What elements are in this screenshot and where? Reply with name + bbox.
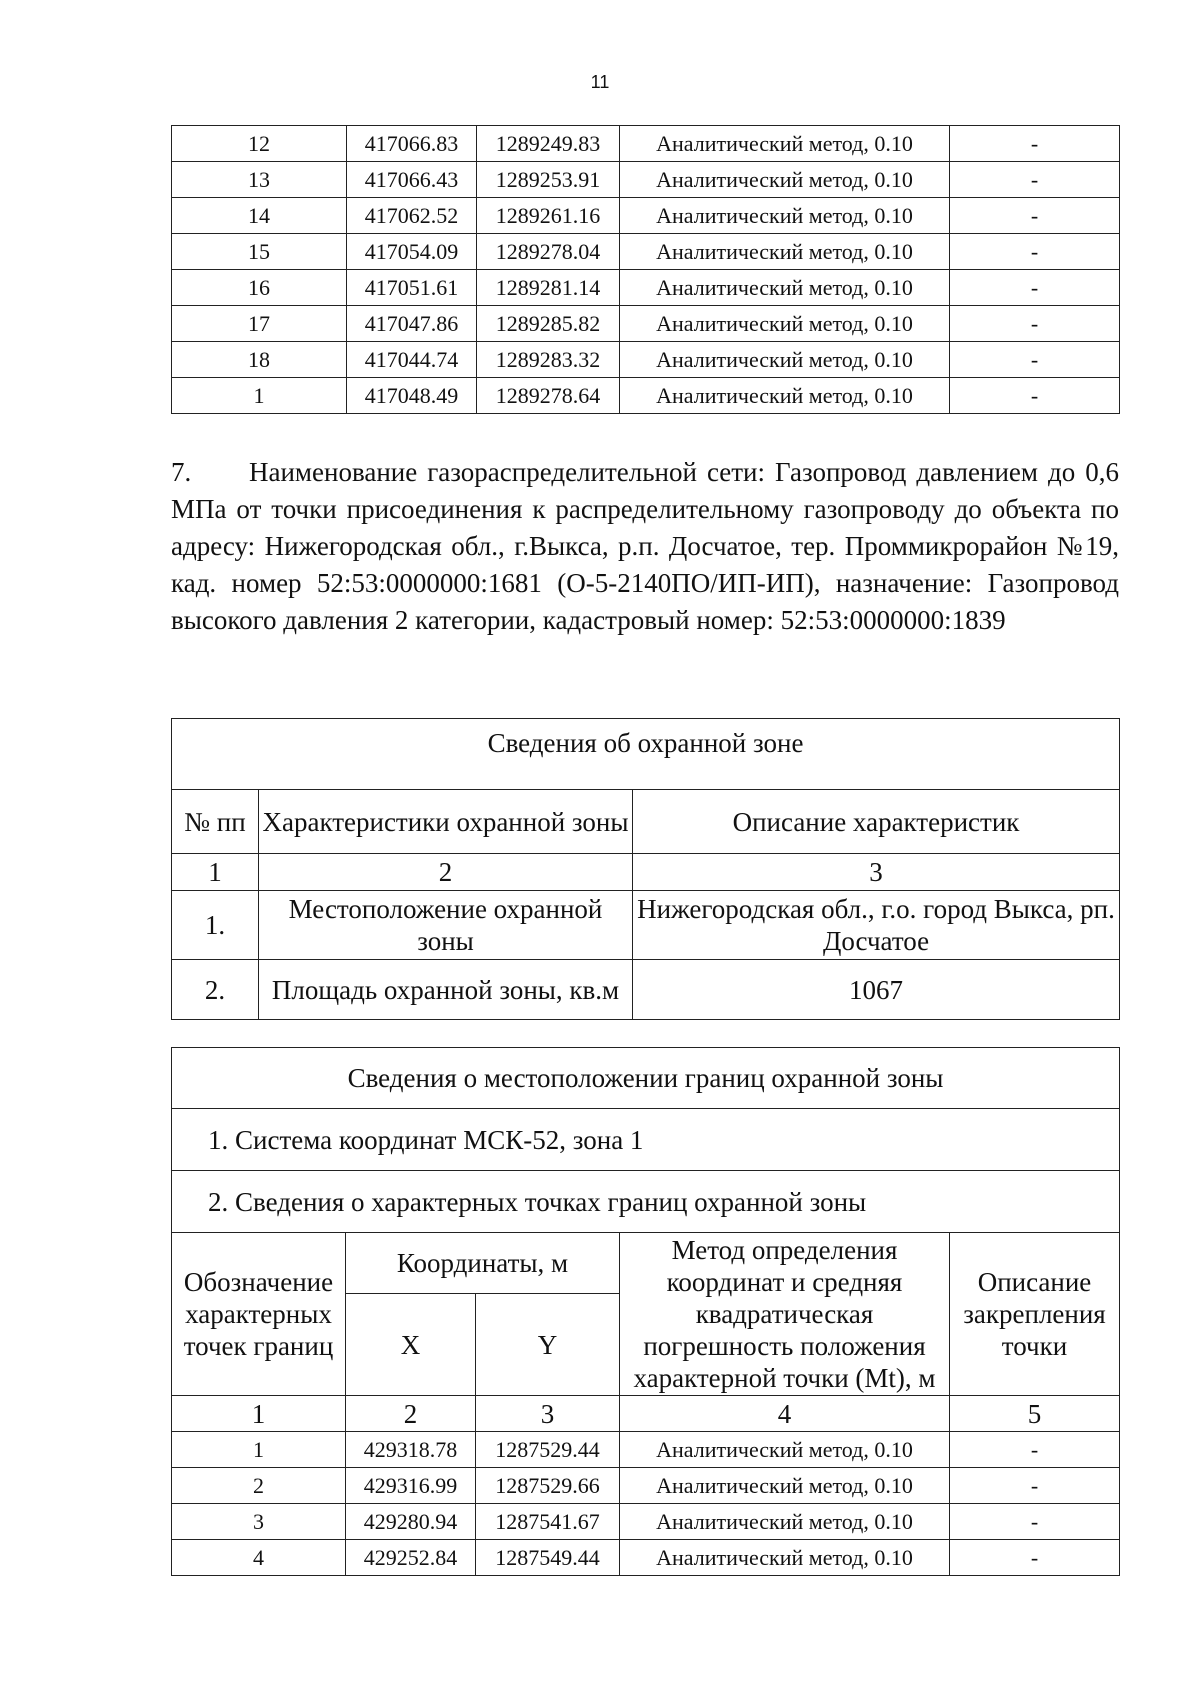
header-x: X [346,1294,476,1396]
table-row [172,1468,1120,1504]
header-point: Обозначение характерных точек границ [172,1233,346,1396]
coord-x: 417051.61 [347,270,477,306]
header-method: Метод определения координат и средняя квадратическая погрешность положения характерной точки (Mt), м [620,1233,950,1396]
col-number: 1 [172,1396,346,1432]
coord-y: 1289261.16 [477,198,620,234]
method: Аналитический метод, 0.10 [620,198,950,234]
coord-x: 417047.86 [347,306,477,342]
col-number: 5 [950,1396,1120,1432]
method: Аналитический метод, 0.10 [620,1468,950,1504]
fixing: - [950,1540,1120,1576]
fixing: - [950,1468,1120,1504]
points-title: 2. Сведения о характерных точках границ охранной зоны [172,1171,1120,1233]
point-id: 3 [172,1504,346,1540]
coord-x: 417048.49 [347,378,477,414]
method: Аналитический метод, 0.10 [620,342,950,378]
header-coords: Координаты, м [346,1233,620,1294]
coord-y: 1289249.83 [477,126,620,162]
col-number: 1 [172,854,259,891]
coord-x: 429280.94 [346,1504,476,1540]
col-number: 2 [259,854,633,891]
table-row [172,234,1120,270]
coord-x: 429316.99 [346,1468,476,1504]
col-number: 2 [346,1396,476,1432]
paragraph-number: 7. [171,457,192,487]
coord-x: 417044.74 [347,342,477,378]
coord-y: 1289278.04 [477,234,620,270]
method: Аналитический метод, 0.10 [620,378,950,414]
col-number: 3 [633,854,1120,891]
fixing: - [950,270,1120,306]
point-id: 18 [172,342,347,378]
fixing: - [950,1432,1120,1468]
coordinates-table-continued [171,125,1120,414]
point-id: 14 [172,198,347,234]
coord-y: 1287549.44 [476,1540,620,1576]
coord-y: 1289281.14 [477,270,620,306]
point-id: 12 [172,126,347,162]
method: Аналитический метод, 0.10 [620,234,950,270]
point-id: 2 [172,1468,346,1504]
row-description: Нижегородская обл., г.о. город Выкса, рп. Досчатое [633,891,1120,960]
header-characteristics: Характеристики охранной зоны [259,790,633,854]
point-id: 16 [172,270,347,306]
zone-info-title: Сведения об охранной зоне [172,719,1120,790]
coord-y: 1289283.32 [477,342,620,378]
coord-y: 1289285.82 [477,306,620,342]
coord-x: 429252.84 [346,1540,476,1576]
table-row [172,162,1120,198]
coord-y: 1289278.64 [477,378,620,414]
table-row [172,198,1120,234]
point-id: 15 [172,234,347,270]
coord-y: 1289253.91 [477,162,620,198]
coord-x: 417054.09 [347,234,477,270]
row-characteristic: Площадь охранной зоны, кв.м [259,960,633,1020]
coord-y: 1287529.44 [476,1432,620,1468]
table-row [172,342,1120,378]
table-row [172,1540,1120,1576]
coord-y: 1287541.67 [476,1504,620,1540]
method: Аналитический метод, 0.10 [620,1504,950,1540]
fixing: - [950,306,1120,342]
row-number: 1. [172,891,259,960]
coord-x: 417066.43 [347,162,477,198]
table-row [172,306,1120,342]
fixing: - [950,1504,1120,1540]
coord-y: 1287529.66 [476,1468,620,1504]
fixing: - [950,342,1120,378]
method: Аналитический метод, 0.10 [620,1432,950,1468]
col-number: 4 [620,1396,950,1432]
col-number: 3 [476,1396,620,1432]
coord-x: 417062.52 [347,198,477,234]
method: Аналитический метод, 0.10 [620,306,950,342]
fixing: - [950,126,1120,162]
table-row [172,126,1120,162]
zone-info-table [171,718,1120,1020]
method: Аналитический метод, 0.10 [620,270,950,306]
row-number: 2. [172,960,259,1020]
coord-x: 417066.83 [347,126,477,162]
point-id: 1 [172,378,347,414]
network-description [171,454,1119,639]
point-id: 17 [172,306,347,342]
header-description: Описание характеристик [633,790,1120,854]
point-id: 4 [172,1540,346,1576]
coordinate-system: 1. Система координат МСК-52, зона 1 [172,1109,1120,1171]
fixing: - [950,162,1120,198]
point-id: 1 [172,1432,346,1468]
header-number: № пп [172,790,259,854]
header-fixing: Описание закрепления точки [950,1233,1120,1396]
method: Аналитический метод, 0.10 [620,126,950,162]
boundaries-title: Сведения о местоположении границ охранной зоны [172,1048,1120,1109]
header-y: Y [476,1294,620,1396]
boundaries-table [171,1047,1120,1576]
table-row [172,378,1120,414]
table-row [172,270,1120,306]
point-id: 13 [172,162,347,198]
fixing: - [950,234,1120,270]
paragraph-text: Наименование газораспределительной сети: Газопровод давлением до 0,6 МПа от точки присоединения к распределительному газопроводу до объекта по адресу: Нижегородская обл., г.Выкса, р.п. Досчатое, тер. Проммикрорайон №19, кад. номер 52:53:0000000:1681 (О-5-2140ПО/ИП-ИП), назначение: Газопровод высокого давления 2 категории, кадастровый номер: 52:53:0000000:1839 [171,457,1119,635]
fixing: - [950,198,1120,234]
page-number: 11 [590,72,610,92]
method: Аналитический метод, 0.10 [620,1540,950,1576]
row-description: 1067 [633,960,1120,1020]
table-row [172,1504,1120,1540]
fixing: - [950,378,1120,414]
method: Аналитический метод, 0.10 [620,162,950,198]
row-characteristic: Местоположение охранной зоны [259,891,633,960]
table-row [172,1432,1120,1468]
coord-x: 429318.78 [346,1432,476,1468]
